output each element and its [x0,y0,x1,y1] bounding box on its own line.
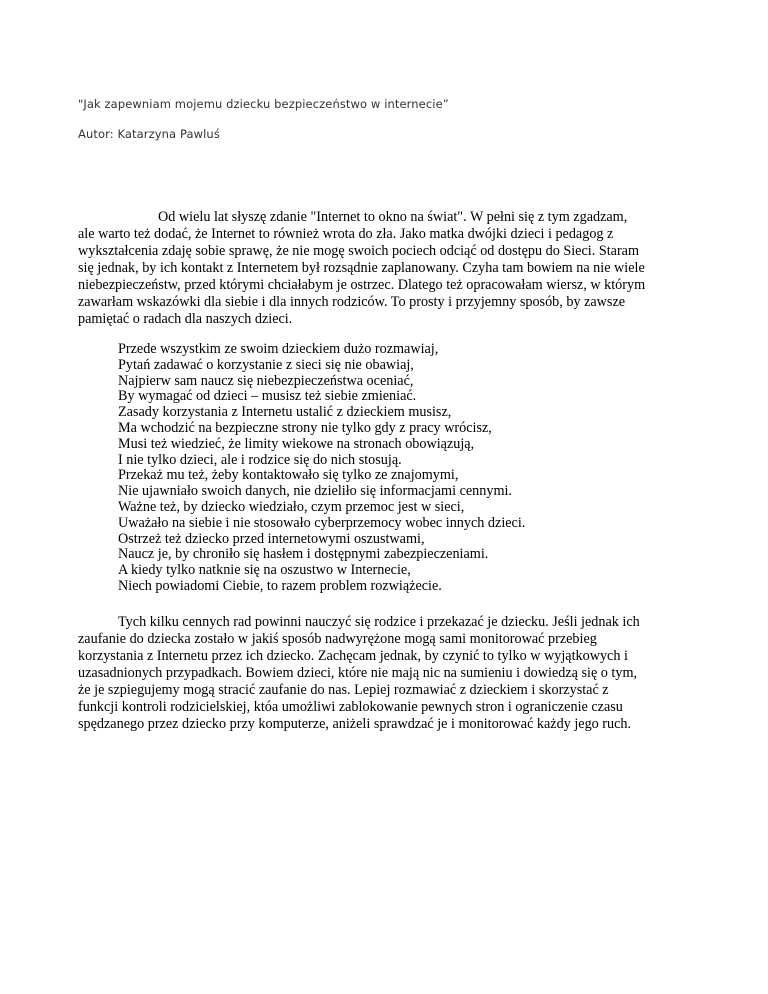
intro-line: ale warto też dodać, że Internet to również wrota do zła. Jako matka dwójki dzieci i pedagog z [78,226,614,242]
outro-line: że je szpiegujemy mogą stracić zaufanie do nas. Lepiej rozmawiać z dzieckiem i skorzystać z [78,682,609,698]
poem [118,342,525,595]
poem-line: A kiedy tylko natknie się na oszustwo w Internecie, [118,562,411,579]
outro-line: zaufanie do dziecka zostało w jakiś sposób nadwyrężone mogą sami monitorować przebieg [78,631,597,647]
poem-line: By wymagać od dzieci – musisz też siebie zmieniać. [118,388,417,405]
poem-line: Ma wchodzić na bezpieczne strony nie tylko gdy z pracy wrócisz, [118,419,492,436]
poem-line: Niech powiadomi Ciebie, to razem problem rozwiążecie. [118,577,442,594]
intro-line: Od wielu lat słyszę zdanie "Internet to okno na świat". W pełni się z tym zgadzam, [158,209,628,225]
document-title: "Jak zapewniam mojemu dziecku bezpieczeństwo w internecie” [78,97,449,111]
intro-line: wykształcenia zdaję sobie sprawę, że nie mogę swoich pociech odciąć od dostępu do Sieci. Staram [78,243,640,259]
outro-line: spędzanego przez dziecko przy komputerze, aniżeli sprawdzać je i monitorować każdy jego ruch. [78,716,632,732]
poem-line: Ostrzeż też dziecko przed internetowymi oszustwami, [118,530,425,547]
poem-line: Przekaż mu też, żeby kontaktowało się tylko ze znajomymi, [118,467,459,484]
poem-line: I nie tylko dzieci, ale i rodzice się do nich stosują. [118,451,402,468]
intro-paragraph [78,209,696,328]
poem-line: Nie ujawniało swoich danych, nie dzieliło się informacjami cennymi. [118,483,512,500]
outro-line: korzystania z Internetu przez ich dziecko. Zachęcam jednak, by czynić to tylko w wyjątkowych i [78,648,628,664]
intro-line: zawarłam wskazówki dla siebie i dla innych rodziców. To prosty i przyjemny sposób, by zawsze [78,294,626,310]
poem-line: Ważne też, by dziecko wiedziało, czym przemoc jest w sieci, [118,498,465,515]
outro-line: Tych kilku cennych rad powinni nauczyć się rodzice i przekazać je dziecku. Jeśli jednak ich [118,614,640,630]
poem-line: Zasady korzystania z Internetu ustalić z dzieckiem musisz, [118,404,452,421]
outro-line: uzasadnionych przypadkach. Bowiem dzieci, które nie mają nic na sumieniu i dowiedzą się o tym, [78,665,638,681]
intro-line: pamiętać o radach dla naszych dzieci. [78,311,293,327]
poem-line: Musi też wiedzieć, że limity wiekowe na stronach obowiązują, [118,435,475,452]
outro-paragraph [78,614,696,733]
poem-line: Uważało na siebie i nie stosowało cyberprzemocy wobec innych dzieci. [118,514,526,531]
poem-line: Przede wszystkim ze swoim dzieckiem dużo rozmawiaj, [118,341,439,357]
document-author: Autor: Katarzyna Pawluś [78,127,220,141]
poem-line: Najpierw sam naucz się niebezpieczeństwa oceniać, [118,372,414,389]
poem-line: Pytań zadawać o korzystanie z sieci się nie obawiaj, [118,356,414,373]
intro-line: niebezpieczeństw, przed którymi chciałabym je ostrzec. Dlatego też opracowałam wiersz, w którym [78,277,646,293]
poem-line: Naucz je, by chroniło się hasłem i dostępnymi zabezpieczeniami. [118,546,489,563]
intro-line: się jednak, by ich kontakt z Internetem był rozsądnie zaplanowany. Czyha tam bowiem na nie wiele [78,260,645,276]
outro-line: funkcji kontroli rodzicielskiej, któa umożliwi zablokowanie pewnych stron i ograniczenie czasu [78,699,623,715]
